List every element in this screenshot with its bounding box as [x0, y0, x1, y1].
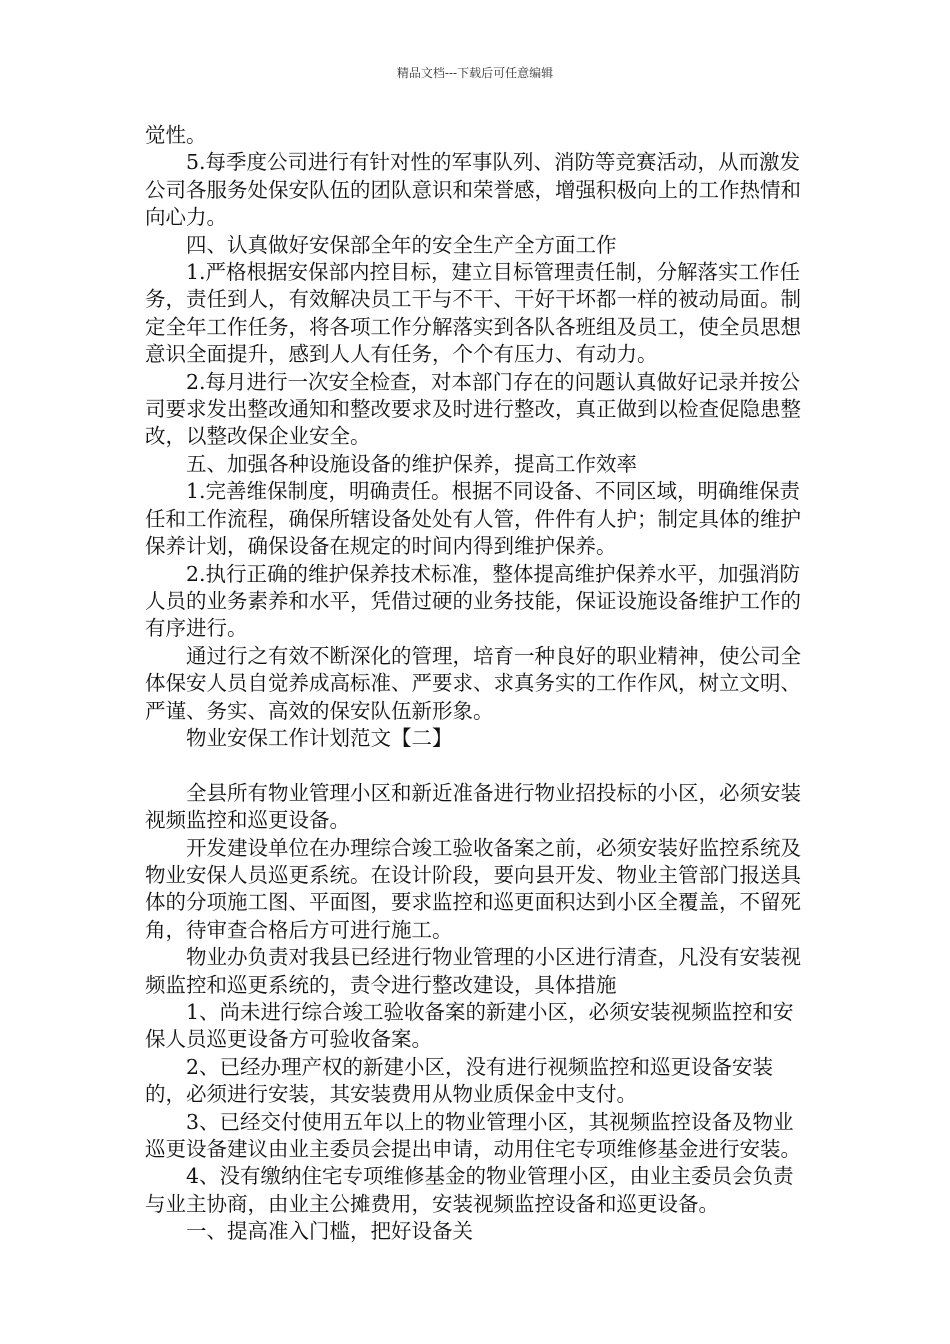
- paragraph: 物业办负责对我县已经进行物业管理的小区进行清查，凡没有安装视频监控和巡更系统的，责令进行整改建设，具体措施: [145, 945, 801, 997]
- list-item: 2、已经办理产权的新建小区，没有进行视频监控和巡更设备安装的，必须进行安装，其安装费用从物业质保金中支付。: [145, 1054, 774, 1107]
- paragraph: 1.完善维保制度，明确责任。根据不同设备、不同区域，明确维保责任和工作流程，确保所辖设备处处有人管，件件有人护；制定具体的维护保养计划，确保设备在规定的时间内得到维护保养。: [145, 479, 801, 559]
- paragraph: 开发建设单位在办理综合竣工验收备案之前，必须安装好监控系统及物业安保人员巡更系统。在设计阶段，要向县开发、物业主管部门报送具体的分项施工图、平面图，要求监控和巡更面积达到小区全覆盖，不留死角，待审查合格后方可进行施工。: [145, 835, 801, 942]
- list-item: 1、尚未进行综合竣工验收备案的新建小区，必须安装视频监控和安保人员巡更设备方可验收备案。: [145, 999, 794, 1052]
- document-subtitle: 物业安保工作计划范文【二】: [186, 725, 453, 750]
- paragraph: 通过行之有效不断深化的管理，培育一种良好的职业精神，使公司全体保安人员自觉养成高标准、严要求、求真务实的工作作风，树立文明、严谨、务实、高效的保安队伍新形象。: [145, 643, 801, 723]
- document-body: [145, 122, 810, 1246]
- paragraph: 全县所有物业管理小区和新近准备进行物业招投标的小区，必须安装视频监控和巡更设备。: [145, 780, 801, 833]
- paragraph: 1.严格根据安保部内控目标，建立目标管理责任制，分解落实工作任务，责任到人，有效解决员工干与不干、干好干坏都一样的被动局面。制定全年工作任务，将各项工作分解落实到各队各班组及员工，使全员思想意识全面提升，感到人人有任务，个个有压力、有动力。: [145, 260, 801, 367]
- list-item: 4、没有缴纳住宅专项维修基金的物业管理小区，由业主委员会负责与业主协商，由业主公摊费用，安装视频监控设备和巡更设备。: [145, 1164, 794, 1216]
- section-heading: 五、加强各种设施设备的维护保养，提高工作效率: [186, 451, 637, 476]
- list-item: 3、已经交付使用五年以上的物业管理小区，其视频监控设备及物业巡更设备建议由业主委员会提出申请，动用住宅专项维修基金进行安装。: [145, 1109, 801, 1162]
- paragraph: 2.每月进行一次安全检查，对本部门存在的问题认真做好记录并按公司要求发出整改通知和整改要求及时进行整改，真正做到以检查促隐患整改，以整改保企业安全。: [145, 369, 801, 449]
- section-heading: 一、提高准入门槛，把好设备关: [186, 1219, 473, 1244]
- paragraph: 2.执行正确的维护保养技术标准，整体提高维护保养水平，加强消防人员的业务素养和水平，凭借过硬的业务技能，保证设施设备维护工作的有序进行。: [145, 561, 801, 641]
- page-header: 精品文档---下载后可任意编辑: [396, 66, 554, 80]
- paragraph: 5.每季度公司进行有针对性的军事队列、消防等竞赛活动，从而激发公司各服务处保安队伍的团队意识和荣誉感，增强积极向上的工作热情和向心力。: [145, 150, 801, 230]
- paragraph: 觉性。: [145, 123, 207, 147]
- section-heading: 四、认真做好安保部全年的安全生产全方面工作: [186, 232, 617, 257]
- blank-line: [145, 752, 810, 779]
